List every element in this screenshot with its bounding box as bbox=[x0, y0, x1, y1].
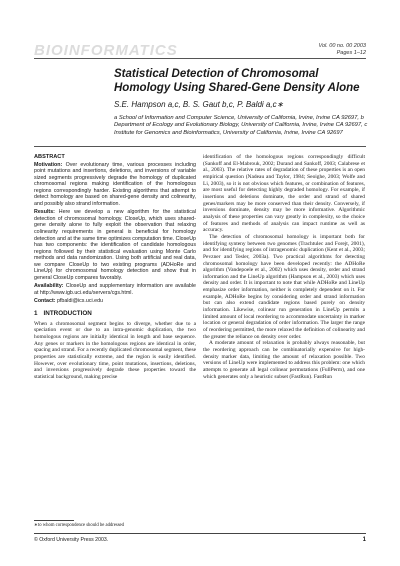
left-column bbox=[34, 154, 196, 381]
body-paragraph: The detection of chromosomal homology is important both for identifying synteny between two genomes (Trachtulec and Forejt, 2001), and for identifying regions of intragenomic duplication (Kent et al., 2003; Pevzner and Tesler, 2003a). Two practical algorithms for detecting chromosomal homology have been developed recently: the ADHoRe algorithm (Vandepoele et al., 2002) which uses density, order and strand information and the LineUp algorithm (Hampson et al., 2003) which uses density and order. It is important to note that while ADHoRe and LineUp emphasize order information, neither is completely dependent on it. For example, ADHoRe begins by considering order and strand information but can also extend candidate regions based purely on density information. Likewise, colinear run generation in LineUp permits a limited amount of local reordering to accommodate uncertainty in marker location or general degradation of order information. The larger the range of reordering permitted, the more relaxed the definition of colinearity and the greater the reliance on density over order. bbox=[203, 233, 365, 340]
volume-line: Vol. 00 no. 00 2003 bbox=[318, 43, 366, 49]
footer-rule bbox=[34, 533, 366, 534]
body-paragraph: identification of the homologous regions correspondingly difficult (Sankoff and El-Mabrouk, 2002; Durand and Sankoff, 2003; Calabrese et al., 2003). The relative rates of degradation of these properties is an open empirical question (Nadeau and Taylor, 1984; Seoighe, 2003; Wolfe and Li, 2003), so it is not obvious which features, or combination of features, are most useful for detecting highly degraded homology. For example, if insertions and deletions dominate, the order and strand of shared genes/markers may be more conserved than their density. Conversely, if inversions dominate, density may be more informative. Algorithmic analysis of these properties can vary greatly in complexity, so the choice of features and methods of analysis can impact runtime as well as accuracy. bbox=[203, 154, 365, 234]
abstract-motivation bbox=[34, 162, 196, 208]
contact-email[interactable]: pfbaldi@ics.uci.edu bbox=[56, 298, 103, 305]
article-header bbox=[114, 68, 368, 137]
availability-text: CloseUp and supplementary information are available at http://www.igb.uci.edu/servers/cgs.html. bbox=[34, 283, 196, 296]
header-rule bbox=[34, 58, 366, 59]
motivation-text: Over evolutionary time, various processes including point mutations and insertions, deletions, and inversions of variable sized segments progressively degrade the homology of duplicated chromosomal regions making identification of the homologous regions correspondingly harder. Existing algorithms that attempt to detect homology are based on shared-gene density and colinearity, and possibly also strand information. bbox=[34, 161, 196, 207]
footnote: ∗to whom correspondence should be addressed bbox=[34, 523, 124, 528]
footnote-rule bbox=[34, 520, 74, 521]
intro-body bbox=[34, 321, 196, 381]
contact-label: Contact: bbox=[34, 298, 56, 305]
section-number: 1 bbox=[34, 310, 38, 318]
abstract-results bbox=[34, 209, 196, 281]
page-number: 1 bbox=[362, 537, 366, 543]
header-divider bbox=[34, 146, 366, 147]
journal-name: BIOINFORMATICS bbox=[34, 42, 178, 59]
affiliations: a School of Information and Computer Science, University of California, Irvine, Irvine CA 92697, b Department of Ecology and Evolutionary Biology, University of California, Irvine, Irvine CA 92697, c Institute for Genomics and Bioinformatics, University of California, Irvine, Irvine CA 92697 bbox=[114, 115, 368, 136]
motivation-label: Motivation: bbox=[34, 161, 63, 168]
right-column bbox=[203, 154, 365, 380]
availability-label: Availability: bbox=[34, 283, 64, 290]
volume-info bbox=[318, 43, 366, 57]
abstract-contact bbox=[34, 298, 196, 305]
body-paragraph: A moderate amount of relaxation is probably always reasonable, but the reordering approach can be combinatorially expensive for high-density marker data, limiting the amount of relaxation possible. Two versions of LineUp were implemented to address this problem: one which attempts to generate all legal colinear permutations (FullPerm), and one which generates only a heuristic subset (FastRun). FastRun bbox=[203, 340, 365, 380]
article-title: Statistical Detection of Chromosomal Homology Using Shared-Gene Density Alone bbox=[114, 68, 360, 94]
abstract bbox=[34, 154, 196, 305]
section-title: INTRODUCTION bbox=[43, 310, 92, 318]
section-heading bbox=[34, 311, 196, 318]
author-list: S.E. Hampson a,c, B. S. Gaut b,c, P. Baldi a,c∗ bbox=[114, 100, 284, 109]
intro-paragraph: When a chromosomal segment begins to diverge, whether due to a speciation event or due to an intra-genomic duplication, the two homologous regions are initially identical in length and base sequence. Any genes or markers in the homologous regions are identical in order, spacing and strand. For a recently duplicated chromosomal segment, these properties are statistically extreme, and the region is easily identified. However, over evolutionary time, point mutations, insertions, deletions, and inversions progressively degrade these properties toward the statistical background, making precise bbox=[34, 320, 196, 380]
results-text: Here we develop a new algorithm for the statistical detection of chromosomal homology. CloseUp, which uses shared-gene density alone to fully exploit the observation that relaxing colinearity requirements in general is beneficial for homology detection and at the same time optimizes computation time. CloseUp has two components: the identification of candidate homologous regions followed by their statistical evaluation using Monte Carlo methods and data randomization. Using both artificial and real data, we compare CloseUp to two existing programs (ADHoRe and LineUp) for chromosomal homology detection and show that in general CloseUp compares favorably. bbox=[34, 209, 196, 281]
pages-line: Pages 1–12 bbox=[336, 50, 366, 56]
abstract-heading: ABSTRACT bbox=[34, 154, 65, 160]
copyright: © Oxford University Press 2003. bbox=[34, 537, 109, 543]
results-label: Results: bbox=[34, 209, 55, 216]
abstract-availability bbox=[34, 283, 196, 296]
